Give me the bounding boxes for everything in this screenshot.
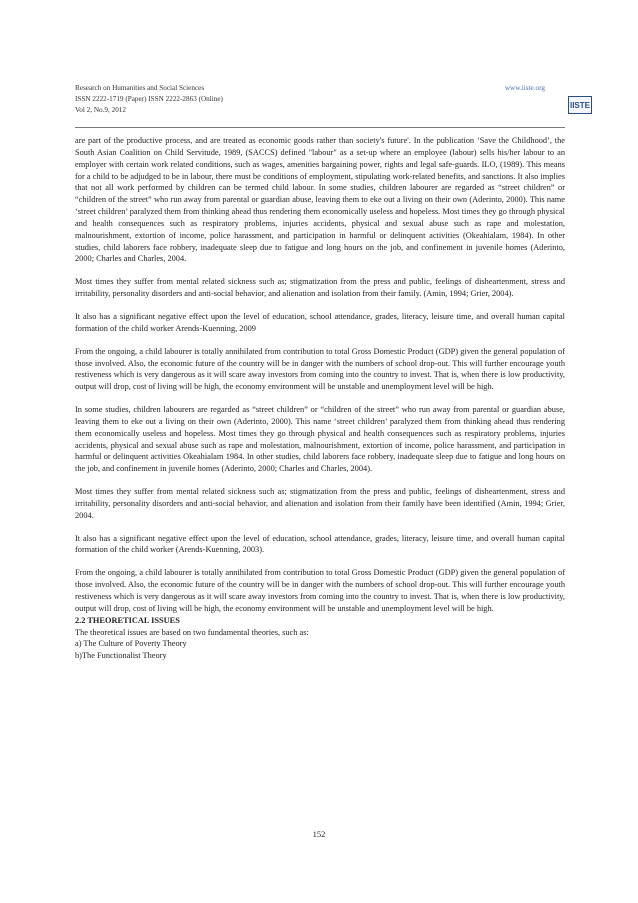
- paragraph-5: In some studies, children labourers are regarded as “street children” or “children of the street” who run away from parental or guardian abuse, leaving them to eke out a living on their own (Aderinto, 2000). This name ‘street children’ paralyzed them from thinking ahead thus rendering them economically useless and hopeless. Most times they go through physical and health consequences such as respiratory problems, injuries accidents, physical and sexual abuse such as rape and molestation, malnourishment, extortion of income, police harassment, and participation in harmful or delinquent activities Okeahialam 1984. In other studies, child laborers face robbery, inadequate sleep due to fatigue and long hours on the job, and confinement in juvenile homes (Aderinto, 2000; Charles and Charles, 2004).: [75, 405, 565, 474]
- paragraph-4: From the ongoing, a child labourer is totally annihilated from contribution to total Gross Domestic Product (GDP) given the general population of those involved. Also, the economic future of the country will be in danger with the numbers of school drop-out. This will further encourage youth restiveness which is very dangerous as it will scare away investors from coming into the country to invest. That is, when there is low productivity, output will drop, cost of living will be high, the economy environment will be unstable and unemployment level will be high.: [75, 346, 565, 392]
- journal-url-link[interactable]: www.iiste.org: [504, 84, 545, 92]
- logo-text: IISTE: [569, 100, 590, 110]
- article-body: [75, 135, 565, 662]
- issn-line: ISSN 2222-1719 (Paper) ISSN 2222-2863 (Online): [75, 95, 223, 103]
- iiste-logo-icon: [568, 96, 592, 114]
- paragraph-8: From the ongoing, a child labourer is totally annihilated from contribution to total Gross Domestic Product (GDP) given the general population of those involved. Also, the economic future of the country will be in danger with the numbers of school drop-out. This will further encourage youth restiveness which is very dangerous as it will scare away investors from coming into the country to invest. That is, when there is low productivity, output will drop, cost of living will be high, the economy environment will be unstable and unemployment level will be high.: [75, 568, 565, 613]
- paragraph-2: Most times they suffer from mental related sickness such as; stigmatization from the press and public, feelings of disheartenment, stress and irritability, personality disorders and anti-social behavior, and alienation and isolation from their family. (Amin, 1994; Grier, 2004).: [75, 277, 565, 299]
- page-number: 152: [312, 829, 326, 839]
- paragraph-1: are part of the productive process, and are treated as economic goods rather than society's future'. In the publication ‘Save the Childhood’, the South Asian Coalition on Child Servitude, 1989, (SACCS) defined "labour" as a set-up where an employee (labour) sells his/her labour to an employer with certain work related conditions, such as wages, amenities bargaining power, rights and legal safe-guards. ILO, (1989). This means for a child to be adjudged to be in labour, there must be conditions of employment, stipulating work-related benefits, and sanctions. It also implies that not all work performed by children can be termed child labour. In some studies, children labourer are regarded as “street children” or “children of the street” who run away from parental or guardian abuse, leaving them to eke out a living on their own (Aderinto, 2000). This name ‘street children’ paralyzed them from thinking ahead thus rendering them economically useless and hopeless. Most times they go through physical and health consequences such as respiratory problems, injuries accidents, physical and sexual abuse such as rape and molestation, malnourishment, extortion of income, police harassment, and participation in harmful or delinquent activities (Okeahialam, 1984). In other studies, child laborers face robbery, inadequate sleep due to fatigue and long hours on the job, and confinement in juvenile homes (Aderinto, 2000; Charles and Charles, 2004.: [75, 136, 565, 264]
- paragraph-6: Most times they suffer from mental related sickness such as; stigmatization from the press and public, feelings of disheartenment, stress and irritability, personality disorders and anti-social behavior, and alienation and isolation from their family have been identified (Amin, 1994; Grier, 2004.: [75, 487, 565, 520]
- paragraph-3: It also has a significant negative effect upon the level of education, school attendance, grades, literacy, leisure time, and overall human capital formation of the child worker Arends-Kuenning, 2009: [75, 311, 565, 333]
- paragraph-7: It also has a significant negative effect upon the level of education, school attendance, grades, literacy, leisure time, and overall human capital formation of the child worker (Arends-Kuenning, 2003).: [75, 533, 565, 555]
- section-heading: 2.2 THEORETICAL ISSUES: [75, 615, 180, 625]
- theory-item-b: b)The Functionalist Theory: [75, 651, 167, 661]
- section-intro: The theoretical issues are based on two fundamental theories, such as:: [75, 627, 309, 637]
- journal-title: Research on Humanities and Social Sciences: [75, 84, 205, 92]
- journal-header: [75, 83, 565, 116]
- header-divider: [75, 127, 565, 128]
- theory-item-a: a) The Culture of Poverty Theory: [75, 639, 187, 649]
- volume-line: Vol 2, No.9, 2012: [75, 106, 126, 114]
